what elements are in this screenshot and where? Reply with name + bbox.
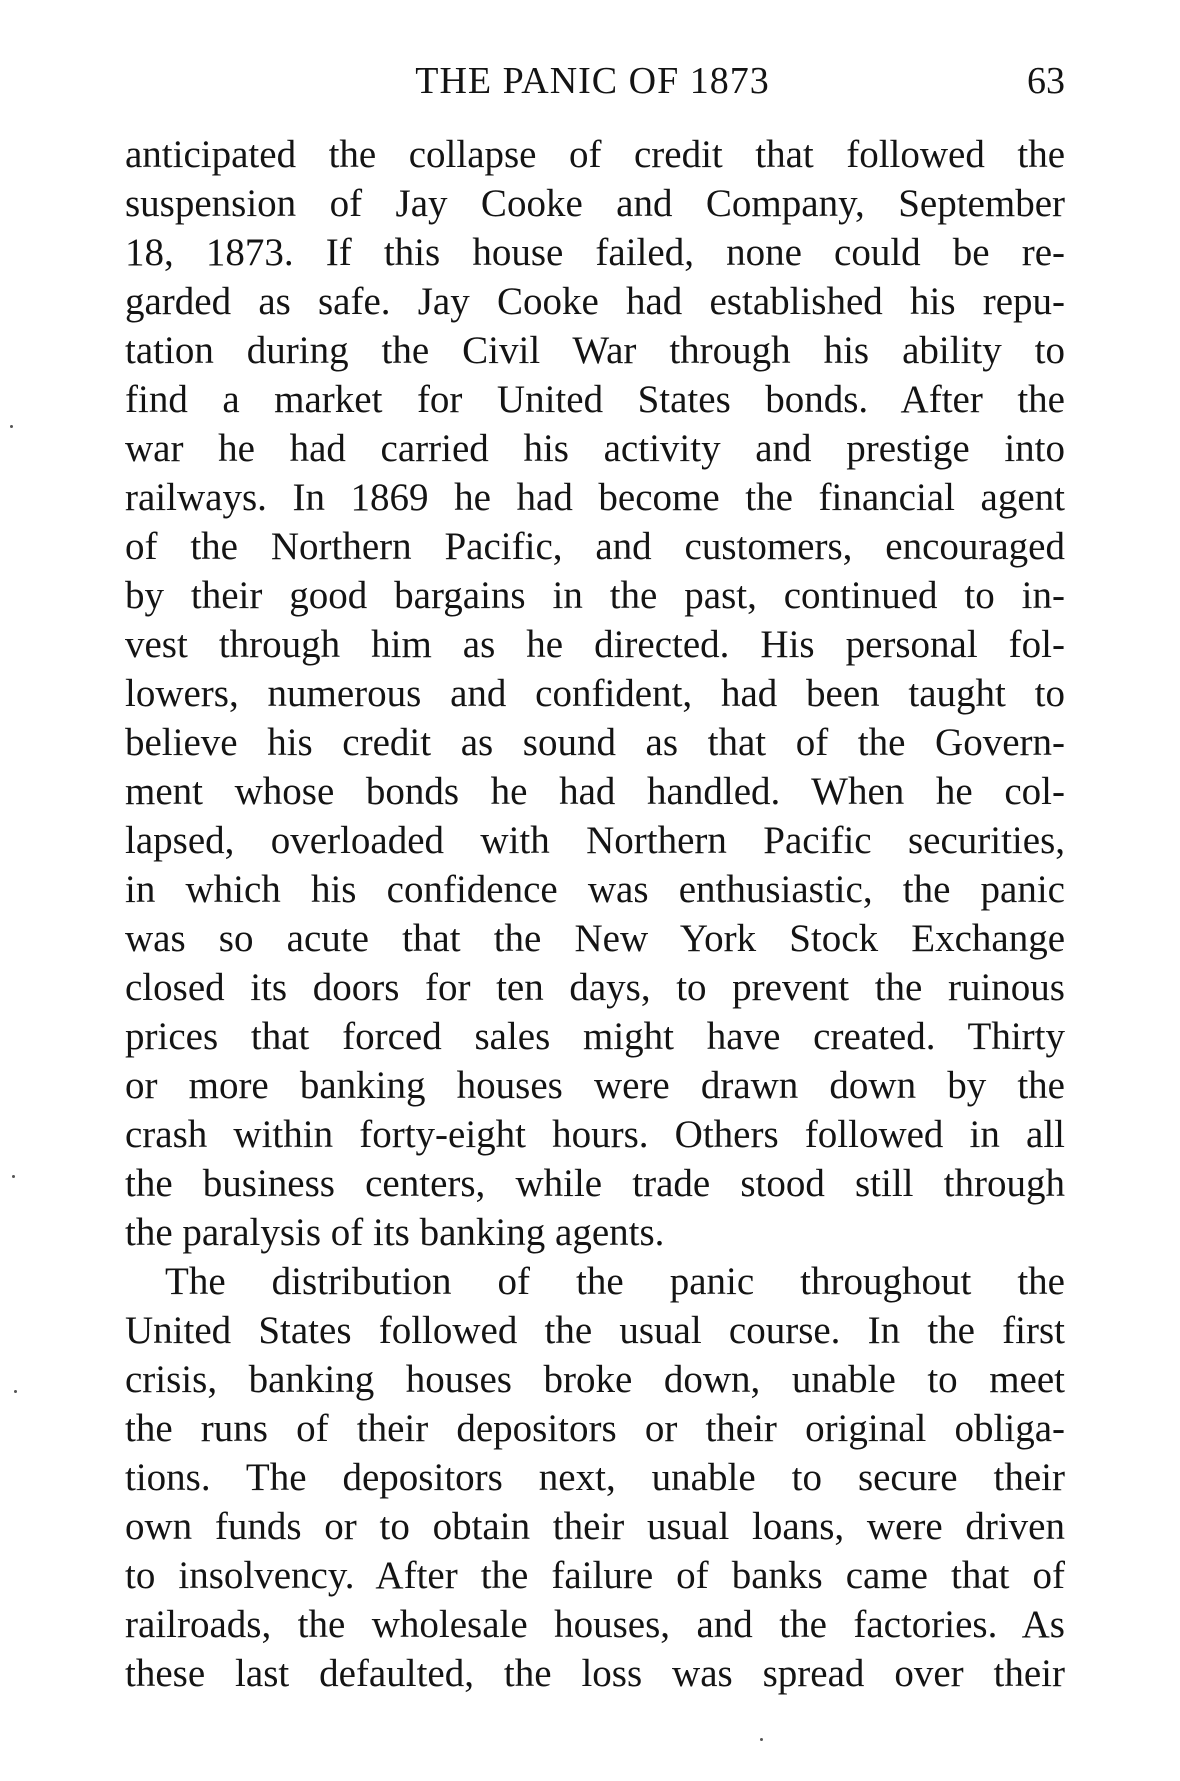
text-line: was so acute that the New York Stock Exchange <box>125 917 1065 960</box>
text-line: these last defaulted, the loss was spread over their <box>125 1652 1065 1695</box>
text-line: by their good bargains in the past, continued to in- <box>125 574 1065 617</box>
body-text <box>125 130 1065 1698</box>
scan-speck <box>760 1738 763 1741</box>
text-line: crisis, banking houses broke down, unable to meet <box>125 1358 1065 1401</box>
text-line: anticipated the collapse of credit that followed the <box>125 133 1065 176</box>
running-head <box>120 56 1065 106</box>
text-line: to insolvency. After the failure of banks came that of <box>125 1554 1065 1597</box>
text-line: find a market for United States bonds. After the <box>125 378 1065 421</box>
text-line: suspension of Jay Cooke and Company, September <box>125 182 1065 225</box>
text-line: tions. The depositors next, unable to secure their <box>125 1456 1065 1499</box>
scan-speck <box>14 1390 17 1393</box>
page-number: 63 <box>1027 60 1065 102</box>
scan-speck <box>10 425 13 428</box>
text-line: war he had carried his activity and prestige into <box>125 427 1065 470</box>
text-line: crash within forty-eight hours. Others followed in all <box>125 1113 1065 1156</box>
text-line: ment whose bonds he had handled. When he col- <box>125 770 1065 813</box>
text-line: railroads, the wholesale houses, and the factories. As <box>125 1603 1065 1646</box>
paragraph <box>125 130 1065 1257</box>
text-line: own funds or to obtain their usual loans, were driven <box>125 1505 1065 1548</box>
text-line: 18, 1873. If this house failed, none could be re- <box>125 231 1065 274</box>
text-line: lowers, numerous and confident, had been taught to <box>125 672 1065 715</box>
text-line: believe his credit as sound as that of the Govern- <box>125 721 1065 764</box>
text-line: tation during the Civil War through his ability to <box>125 329 1065 372</box>
text-line: of the Northern Pacific, and customers, encouraged <box>125 525 1065 568</box>
text-line: the runs of their depositors or their original obliga- <box>125 1407 1065 1450</box>
text-line: garded as safe. Jay Cooke had established his repu- <box>125 280 1065 323</box>
text-line: or more banking houses were drawn down by the <box>125 1064 1065 1107</box>
paragraph <box>125 1257 1065 1698</box>
text-line: in which his confidence was enthusiastic, the panic <box>125 868 1065 911</box>
text-line: the business centers, while trade stood still through <box>125 1162 1065 1205</box>
text-line: The distribution of the panic throughout the <box>165 1260 1065 1303</box>
scan-speck <box>12 1175 15 1178</box>
running-title: THE PANIC OF 1873 <box>415 60 770 102</box>
text-line: the paralysis of its banking agents. <box>125 1211 665 1254</box>
text-line: railways. In 1869 he had become the financial agent <box>125 476 1065 519</box>
text-line: United States followed the usual course. In the first <box>125 1309 1065 1352</box>
text-line: vest through him as he directed. His personal fol- <box>125 623 1065 666</box>
text-line: closed its doors for ten days, to prevent the ruinous <box>125 966 1065 1009</box>
text-line: prices that forced sales might have created. Thirty <box>125 1015 1065 1058</box>
text-line: lapsed, overloaded with Northern Pacific securities, <box>125 819 1065 862</box>
